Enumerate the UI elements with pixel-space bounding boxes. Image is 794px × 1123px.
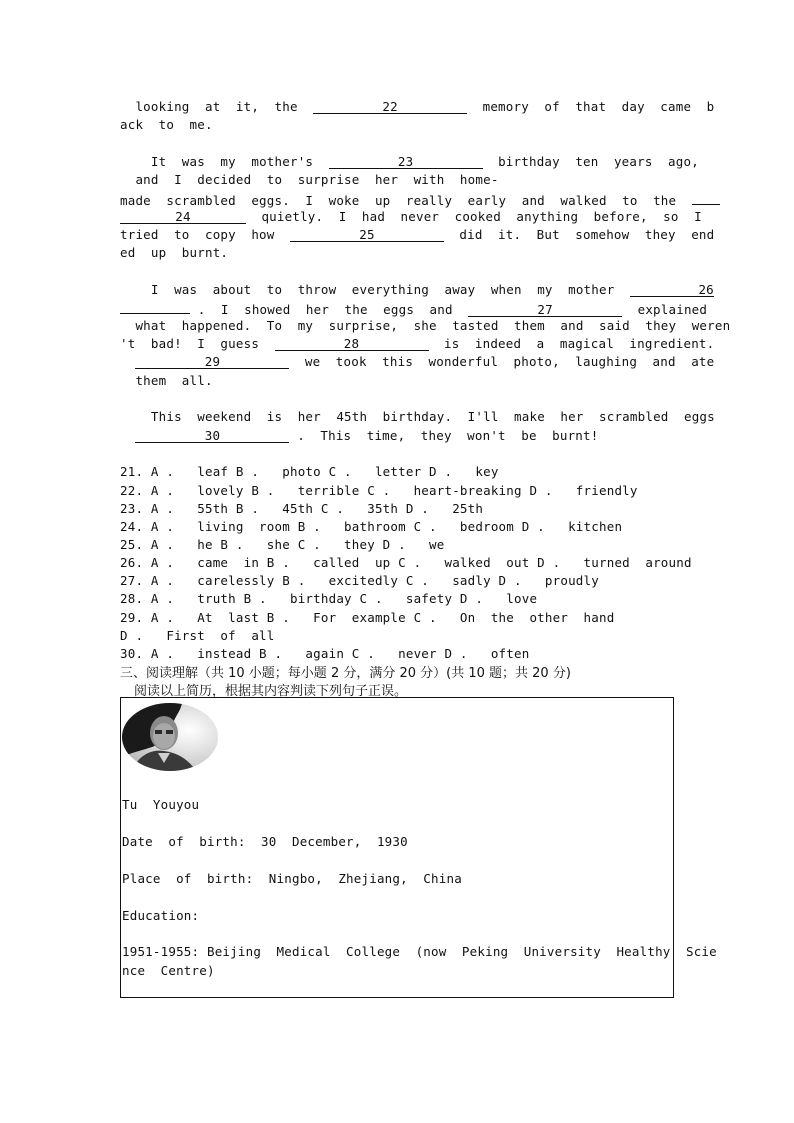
blank-30[interactable]: 30 bbox=[135, 429, 289, 443]
option-line-26: 26. A . came in B . called up C . walked out D . turned around bbox=[120, 555, 692, 570]
blank-26[interactable]: 26 bbox=[630, 283, 714, 297]
passage-line: made scrambled eggs. I woke up really early and walked to the bbox=[120, 191, 674, 208]
passage-line: 24 quietly. I had never cooked anything before, so I bbox=[120, 209, 674, 224]
profile-education-line: 1951-1955: Beijing Medical College (now Peking University Healthy Scie bbox=[122, 944, 717, 959]
blank-25[interactable]: 25 bbox=[290, 228, 444, 242]
option-line-24: 24. A . living room B . bathroom C . bedroom D . kitchen bbox=[120, 519, 623, 534]
passage-line: This weekend is her 45th birthday. I'll make her scrambled eggs bbox=[150, 409, 715, 424]
blank-22[interactable]: 22 bbox=[313, 100, 467, 114]
portrait-photo bbox=[122, 703, 218, 771]
profile-dob: Date of birth: 30 December, 1930 bbox=[122, 834, 408, 849]
passage-line: It was my mother's 23 birthday ten years ago, bbox=[150, 154, 699, 169]
passage-line: ed up burnt. bbox=[120, 245, 229, 260]
option-line-27: 27. A . carelessly B . excitedly C . sadly D . proudly bbox=[120, 573, 599, 588]
profile-education-label: Education: bbox=[122, 908, 200, 923]
option-line-28: 28. A . truth B . birthday C . safety D . love bbox=[120, 591, 538, 606]
passage-line: 't bad! I guess 28 is indeed a magical ingredient. bbox=[120, 336, 715, 351]
blank-26-end[interactable] bbox=[120, 300, 190, 314]
blank-27[interactable]: 27 bbox=[468, 303, 622, 317]
blank-28[interactable]: 28 bbox=[275, 337, 429, 351]
passage-line: them all. bbox=[135, 373, 213, 388]
passage-line: what happened. To my surprise, she tasted them and said they weren bbox=[135, 318, 731, 333]
profile-name: Tu Youyou bbox=[122, 797, 200, 812]
section-heading: 三、阅读理解（共 10 小题；每小题 2 分，满分 20 分）(共 10 题；共 20 分) bbox=[120, 666, 571, 681]
profile-pob: Place of birth: Ningbo, Zhejiang, China bbox=[122, 871, 462, 886]
passage-line: tried to copy how 25 did it. But somehow they end bbox=[120, 227, 715, 242]
passage-line: . I showed her the eggs and 27 explained bbox=[120, 300, 674, 317]
passage-line: and I decided to surprise her with home- bbox=[135, 172, 499, 187]
profile-education-line: nce Centre) bbox=[122, 963, 215, 978]
option-line-29-d: D . First of all bbox=[120, 628, 275, 643]
passage-line: ack to me. bbox=[120, 117, 213, 132]
option-line-30: 30. A . instead B . again C . never D . often bbox=[120, 646, 530, 661]
passage-line: 29 we took this wonderful photo, laughing and ate bbox=[120, 354, 674, 369]
blank-29[interactable]: 29 bbox=[135, 355, 289, 369]
option-line-25: 25. A . he B . she C . they D . we bbox=[120, 537, 445, 552]
portrait-image bbox=[122, 703, 218, 771]
passage-line: 30 . This time, they won't be burnt! bbox=[120, 428, 674, 443]
option-line-23: 23. A . 55th B . 45th C . 35th D . 25th bbox=[120, 501, 484, 516]
section-instruction: 阅读以上简历，根据其内容判读下列句子正误。 bbox=[134, 684, 408, 699]
blank-24-start[interactable] bbox=[692, 191, 720, 205]
option-line-22: 22. A . lovely B . terrible C . heart-breaking D . friendly bbox=[120, 483, 638, 498]
option-line-29: 29. A . At last B . For example C . On the other hand bbox=[120, 610, 615, 625]
passage-line: looking at it, the 22 memory of that day came b bbox=[135, 99, 715, 114]
option-line-21: 21. A . leaf B . photo C . letter D . key bbox=[120, 464, 499, 479]
blank-23[interactable]: 23 bbox=[329, 155, 483, 169]
passage-line: I was about to throw everything away when my mother 26 bbox=[150, 282, 714, 297]
blank-24[interactable]: 24 bbox=[120, 210, 246, 224]
